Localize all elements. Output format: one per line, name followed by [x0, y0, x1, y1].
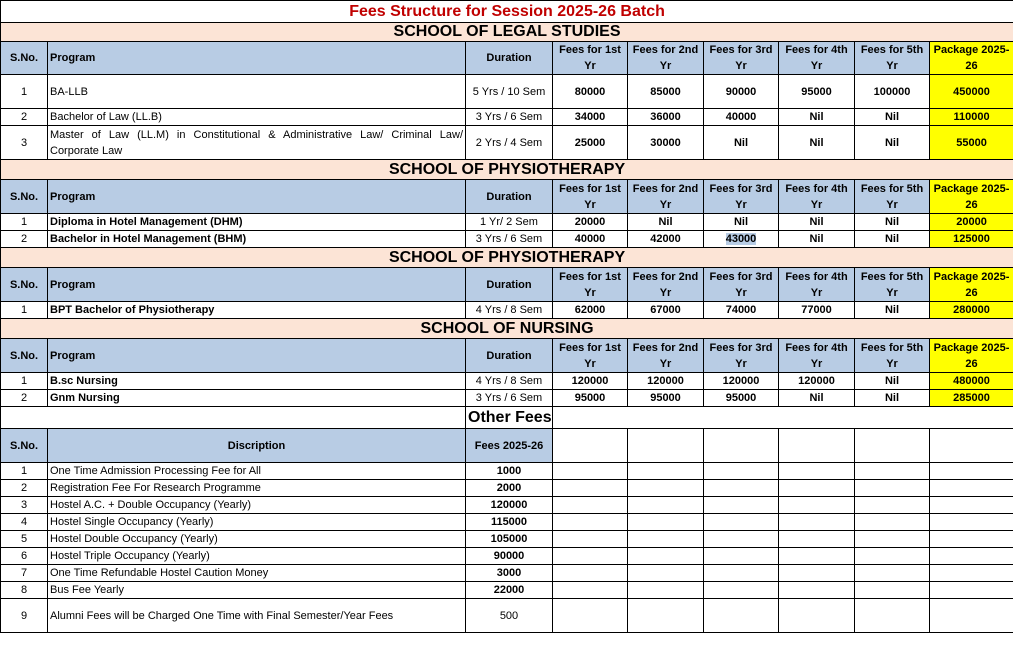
- package-cell: 125000: [930, 231, 1013, 248]
- fee-cell: Nil: [855, 214, 930, 231]
- sno-cell: 9: [1, 599, 48, 633]
- list-item: [1, 463, 1013, 480]
- fee-cell: 120000: [466, 497, 553, 514]
- list-item: [1, 480, 1013, 497]
- fee-cell: 100000: [855, 75, 930, 109]
- program-cell: Gnm Nursing: [48, 390, 466, 407]
- program-cell: Bachelor in Hotel Management (BHM): [48, 231, 466, 248]
- sno-cell: 1: [1, 373, 48, 390]
- fee-cell: 115000: [466, 514, 553, 531]
- description-cell: Alumni Fees will be Charged One Time with Final Semester/Year Fees: [48, 599, 466, 633]
- table-row: [1, 75, 1013, 109]
- list-item: [1, 582, 1013, 599]
- col-header-fees-5th: Fees for 5th Yr: [855, 180, 930, 214]
- sno-cell: 1: [1, 302, 48, 319]
- col-header-package: Package 2025-26: [930, 180, 1013, 214]
- sno-cell: 4: [1, 514, 48, 531]
- package-cell: 55000: [930, 126, 1013, 160]
- table-row: [1, 214, 1013, 231]
- fee-cell: 95000: [553, 390, 628, 407]
- table-row: [1, 373, 1013, 390]
- program-cell: BPT Bachelor of Physiotherapy: [48, 302, 466, 319]
- table-row: [1, 390, 1013, 407]
- fee-cell: 105000: [466, 531, 553, 548]
- col-header-fees-2nd: Fees for 2nd Yr: [628, 180, 704, 214]
- sno-cell: 2: [1, 390, 48, 407]
- sno-cell: 6: [1, 548, 48, 565]
- other-col-header-description: Discription: [48, 429, 466, 463]
- table-row: [1, 126, 1013, 160]
- fee-cell: 500: [466, 599, 553, 633]
- fee-cell: 95000: [628, 390, 704, 407]
- program-cell: Diploma in Hotel Management (DHM): [48, 214, 466, 231]
- fee-cell: 80000: [553, 75, 628, 109]
- spacer-cell: [553, 407, 1013, 429]
- col-header-package: Package 2025-26: [930, 268, 1013, 302]
- col-header-fees-3rd: Fees for 3rd Yr: [704, 339, 779, 373]
- fee-cell: 1000: [466, 463, 553, 480]
- col-header-program: Program: [48, 180, 466, 214]
- fee-cell: 3000: [466, 565, 553, 582]
- table-row: [1, 109, 1013, 126]
- col-header-package: Package 2025-26: [930, 42, 1013, 75]
- fee-cell: Nil: [855, 109, 930, 126]
- selected-text: 43000: [725, 233, 757, 245]
- fee-cell: Nil: [779, 231, 855, 248]
- col-header-fees-2nd: Fees for 2nd Yr: [628, 339, 704, 373]
- col-header-fees-5th: Fees for 5th Yr: [855, 42, 930, 75]
- fee-cell: 20000: [553, 214, 628, 231]
- package-cell: 450000: [930, 75, 1013, 109]
- sno-cell: 7: [1, 565, 48, 582]
- col-header-fees-3rd: Fees for 3rd Yr: [704, 42, 779, 75]
- col-header-duration: Duration: [466, 339, 553, 373]
- program-cell: Master of Law (LL.M) in Constitutional & Administrative Law/ Criminal Law/ Corporate Law: [48, 126, 466, 160]
- fee-cell: Nil: [855, 373, 930, 390]
- sno-cell: 3: [1, 497, 48, 514]
- col-header-duration: Duration: [466, 268, 553, 302]
- description-cell: Hostel Single Occupancy (Yearly): [48, 514, 466, 531]
- fee-cell: 85000: [628, 75, 704, 109]
- col-header-duration: Duration: [466, 180, 553, 214]
- list-item: [1, 531, 1013, 548]
- col-header-sno: S.No.: [1, 180, 48, 214]
- section-title-physiotherapy: SCHOOL OF PHYSIOTHERAPY: [1, 160, 1013, 180]
- fee-cell: 30000: [628, 126, 704, 160]
- fee-cell: 74000: [704, 302, 779, 319]
- fee-cell: Nil: [779, 126, 855, 160]
- fee-cell: Nil: [855, 231, 930, 248]
- fee-cell: Nil: [779, 390, 855, 407]
- package-cell: 285000: [930, 390, 1013, 407]
- list-item: [1, 599, 1013, 633]
- fee-cell: 120000: [628, 373, 704, 390]
- package-cell: 20000: [930, 214, 1013, 231]
- col-header-sno: S.No.: [1, 339, 48, 373]
- fee-cell: 22000: [466, 582, 553, 599]
- sno-cell: 3: [1, 126, 48, 160]
- col-header-sno: S.No.: [1, 42, 48, 75]
- sno-cell: 1: [1, 463, 48, 480]
- spacer-cell: [1, 407, 466, 429]
- col-header-fees-1st: Fees for 1st Yr: [553, 268, 628, 302]
- col-header-fees-1st: Fees for 1st Yr: [553, 42, 628, 75]
- col-header-duration: Duration: [466, 42, 553, 75]
- duration-cell: 3 Yrs / 6 Sem: [466, 109, 553, 126]
- description-cell: Registration Fee For Research Programme: [48, 480, 466, 497]
- fee-cell: Nil: [779, 109, 855, 126]
- col-header-fees-4th: Fees for 4th Yr: [779, 268, 855, 302]
- description-cell: One Time Refundable Hostel Caution Money: [48, 565, 466, 582]
- sno-cell: 2: [1, 231, 48, 248]
- duration-cell: 3 Yrs / 6 Sem: [466, 231, 553, 248]
- fee-cell: 36000: [628, 109, 704, 126]
- col-header-fees-4th: Fees for 4th Yr: [779, 42, 855, 75]
- col-header-fees-5th: Fees for 5th Yr: [855, 268, 930, 302]
- duration-cell: 5 Yrs / 10 Sem: [466, 75, 553, 109]
- description-cell: Hostel Double Occupancy (Yearly): [48, 531, 466, 548]
- list-item: [1, 548, 1013, 565]
- col-header-fees-3rd: Fees for 3rd Yr: [704, 180, 779, 214]
- fee-cell: Nil: [855, 126, 930, 160]
- package-cell: 110000: [930, 109, 1013, 126]
- other-col-header-sno: S.No.: [1, 429, 48, 463]
- col-header-program: Program: [48, 339, 466, 373]
- description-cell: One Time Admission Processing Fee for All: [48, 463, 466, 480]
- col-header-fees-1st: Fees for 1st Yr: [553, 339, 628, 373]
- description-cell: Hostel Triple Occupancy (Yearly): [48, 548, 466, 565]
- fee-cell: Nil: [628, 214, 704, 231]
- col-header-program: Program: [48, 42, 466, 75]
- col-header-fees-4th: Fees for 4th Yr: [779, 180, 855, 214]
- section-title-nursing: SCHOOL OF NURSING: [1, 319, 1013, 339]
- fee-cell: 95000: [779, 75, 855, 109]
- list-item: [1, 514, 1013, 531]
- col-header-sno: S.No.: [1, 268, 48, 302]
- col-header-fees-2nd: Fees for 2nd Yr: [628, 42, 704, 75]
- col-header-fees-2nd: Fees for 2nd Yr: [628, 268, 704, 302]
- table-row: [1, 302, 1013, 319]
- fee-cell: 42000: [628, 231, 704, 248]
- fee-cell: 40000: [704, 109, 779, 126]
- program-cell: B.sc Nursing: [48, 373, 466, 390]
- duration-cell: 3 Yrs / 6 Sem: [466, 390, 553, 407]
- sno-cell: 1: [1, 214, 48, 231]
- list-item: [1, 497, 1013, 514]
- col-header-package: Package 2025-26: [930, 339, 1013, 373]
- sno-cell: 5: [1, 531, 48, 548]
- program-cell: Bachelor of Law (LL.B): [48, 109, 466, 126]
- fee-cell: 25000: [553, 126, 628, 160]
- fee-cell: Nil: [855, 390, 930, 407]
- fee-cell: 2000: [466, 480, 553, 497]
- fee-cell: 67000: [628, 302, 704, 319]
- sno-cell: 2: [1, 109, 48, 126]
- sno-cell: 2: [1, 480, 48, 497]
- section-title-physiotherapy: SCHOOL OF PHYSIOTHERAPY: [1, 248, 1013, 268]
- table-row: [1, 231, 1013, 248]
- fee-cell: Nil: [855, 302, 930, 319]
- duration-cell: 1 Yr/ 2 Sem: [466, 214, 553, 231]
- fee-cell: 34000: [553, 109, 628, 126]
- fee-cell: 77000: [779, 302, 855, 319]
- col-header-fees-3rd: Fees for 3rd Yr: [704, 268, 779, 302]
- fee-cell: 62000: [553, 302, 628, 319]
- fee-cell: 90000: [466, 548, 553, 565]
- col-header-fees-4th: Fees for 4th Yr: [779, 339, 855, 373]
- fee-cell: 120000: [779, 373, 855, 390]
- package-cell: 480000: [930, 373, 1013, 390]
- fee-cell: Nil: [779, 214, 855, 231]
- duration-cell: 2 Yrs / 4 Sem: [466, 126, 553, 160]
- description-cell: Bus Fee Yearly: [48, 582, 466, 599]
- page-title: Fees Structure for Session 2025-26 Batch: [1, 1, 1013, 23]
- col-header-fees-5th: Fees for 5th Yr: [855, 339, 930, 373]
- duration-cell: 4 Yrs / 8 Sem: [466, 373, 553, 390]
- fee-cell-selected[interactable]: [704, 231, 779, 248]
- fee-cell: 90000: [704, 75, 779, 109]
- fee-cell: 120000: [704, 373, 779, 390]
- package-cell: 280000: [930, 302, 1013, 319]
- fee-cell: 40000: [553, 231, 628, 248]
- fee-cell: Nil: [704, 214, 779, 231]
- list-item: [1, 565, 1013, 582]
- fee-cell: Nil: [704, 126, 779, 160]
- fee-cell: 95000: [704, 390, 779, 407]
- col-header-program: Program: [48, 268, 466, 302]
- duration-cell: 4 Yrs / 8 Sem: [466, 302, 553, 319]
- description-cell: Hostel A.C. + Double Occupancy (Yearly): [48, 497, 466, 514]
- program-cell: BA-LLB: [48, 75, 466, 109]
- other-col-header-fees: Fees 2025-26: [466, 429, 553, 463]
- sno-cell: 1: [1, 75, 48, 109]
- col-header-fees-1st: Fees for 1st Yr: [553, 180, 628, 214]
- section-title-legal: SCHOOL OF LEGAL STUDIES: [1, 23, 1013, 42]
- sno-cell: 8: [1, 582, 48, 599]
- fee-cell: 120000: [553, 373, 628, 390]
- other-fees-title: Other Fees: [466, 407, 553, 429]
